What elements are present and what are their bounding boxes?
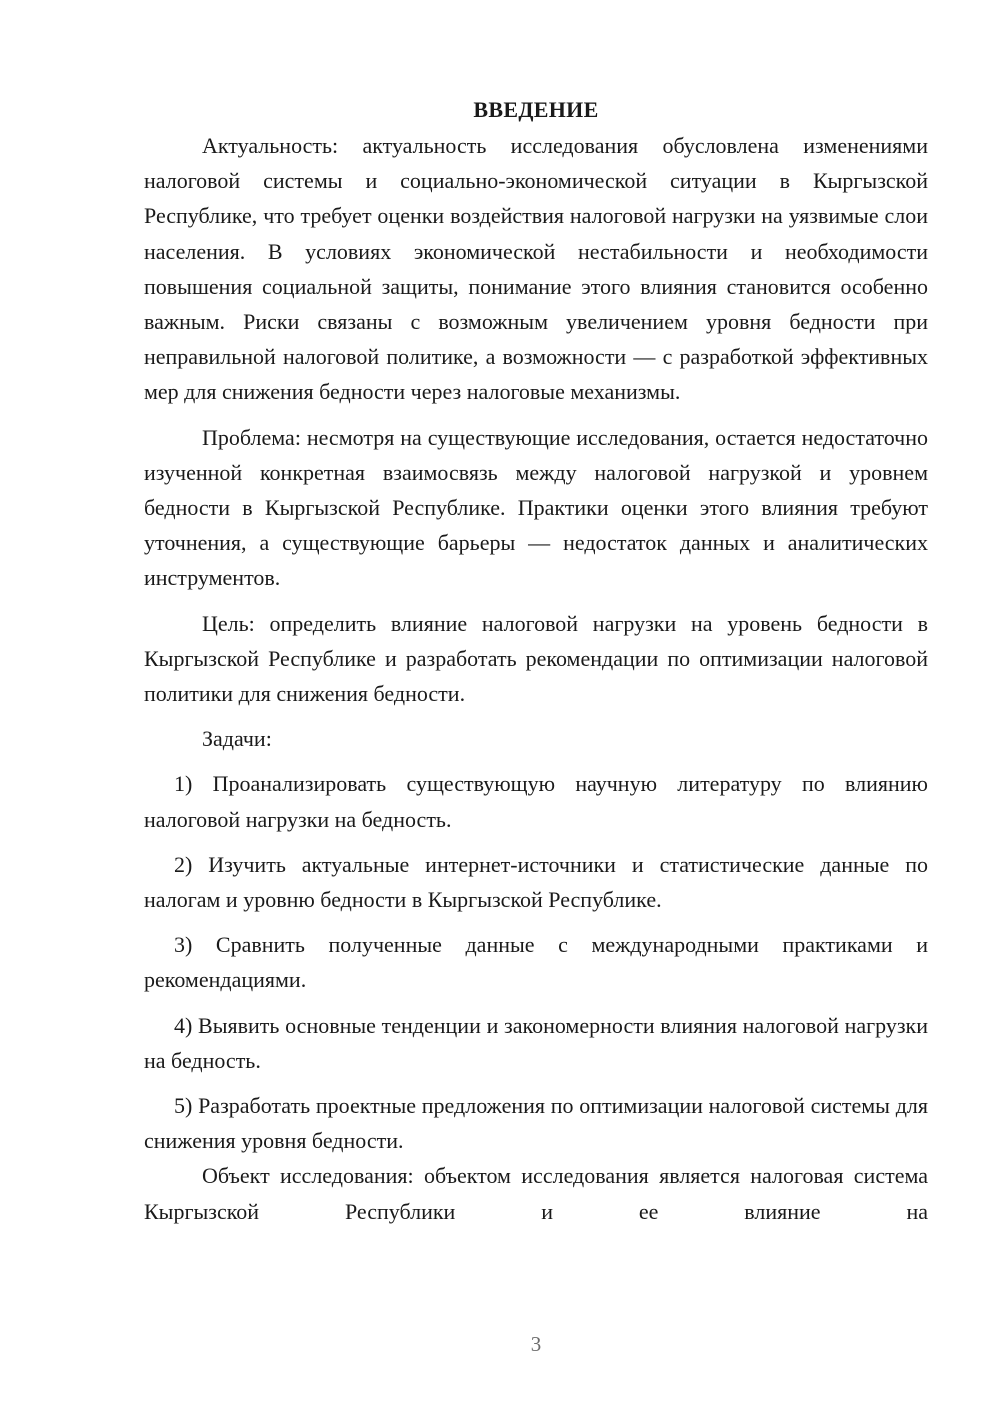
- section-heading: ВВЕДЕНИЕ: [473, 97, 599, 122]
- page-number: 3: [530, 1332, 542, 1356]
- object-paragraph: Объект исследования: объектом исследования является налоговая система Кыргызской Республики и ее влияние на: [144, 1163, 928, 1224]
- tasks-heading: Задачи:: [202, 726, 272, 752]
- goal-paragraph: Цель: определить влияние налоговой нагрузки на уровень бедности в Кыргызской Республике и разработать рекомендации по оптимизации налоговой политики для снижения бедности.: [144, 610, 928, 707]
- problem-paragraph: Проблема: несмотря на существующие исследования, остается недостаточно изученной конкретная взаимосвязь между налоговой нагрузкой и уровнем бедности в Кыргызской Республике. Практики оценки этого влияния требуют уточнения, а существующие барьеры — недостаток данных и аналитических инструментов.: [144, 424, 928, 591]
- task-item-4: 4) Выявить основные тенденции и закономерности влияния налоговой нагрузки на бедность.: [144, 1012, 928, 1073]
- task-item-1: 1) Проанализировать существующую научную литературу по влиянию налоговой нагрузки на бедность.: [144, 771, 928, 832]
- relevance-paragraph: Актуальность: актуальность исследования обусловлена изменениями налоговой системы и социально-экономической ситуации в Кыргызской Республике, что требует оценки воздействия налоговой нагрузки на уязвимые слои населения. В условиях экономической нестабильности и необходимости повышения социальной защиты, понимание этого влияния становится особенно важным. Риски связаны с возможным увеличением уровня бедности при неправильной налоговой политике, а возможности — с разработкой эффективных мер для снижения бедности через налоговые механизмы.: [144, 133, 928, 405]
- task-item-2: 2) Изучить актуальные интернет-источники и статистические данные по налогам и уровню бедности в Кыргызской Республике.: [144, 851, 928, 913]
- page-body: [144, 92, 928, 1229]
- task-item-3: 3) Сравнить полученные данные с международными практиками и рекомендациями.: [144, 932, 928, 993]
- task-item-5: 5) Разработать проектные предложения по оптимизации налоговой системы для снижения уровня бедности.: [144, 1093, 928, 1154]
